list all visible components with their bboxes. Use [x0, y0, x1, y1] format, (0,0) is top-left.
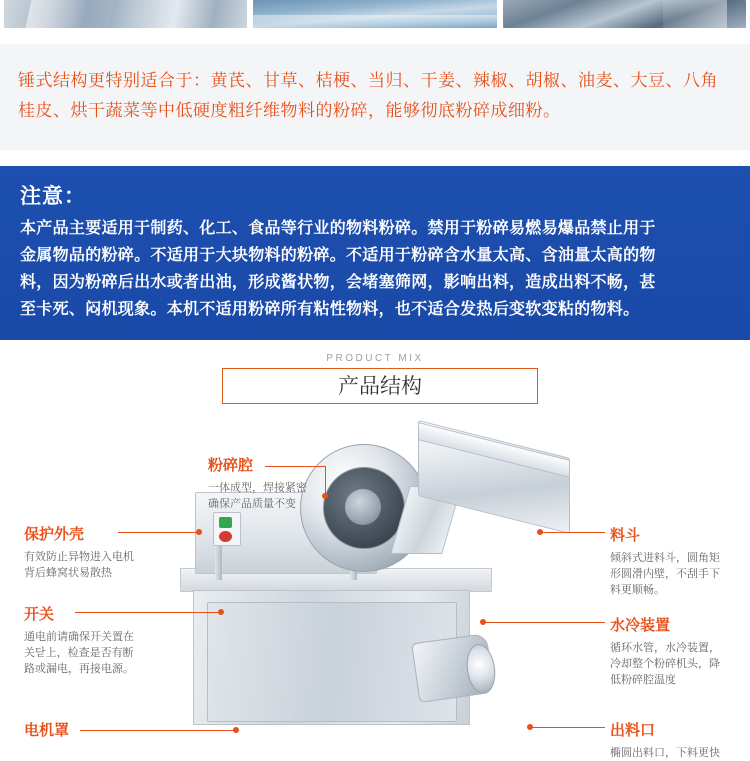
intro-band	[0, 44, 750, 150]
photo-thumbnail-1	[4, 0, 247, 28]
callout-desc-line-2: 形圆滑内壁，不刮手下	[610, 567, 720, 580]
callout-grinding-chamber	[208, 455, 307, 512]
photo-strip	[0, 0, 750, 28]
notice-title: 注意：	[20, 184, 86, 208]
callout-desc-line-2: 冷却整个粉碎机头，降	[610, 657, 720, 670]
power-on-button-icon[interactable]	[219, 517, 232, 528]
callout-title: 粉碎腔	[208, 456, 254, 474]
leader-dot-outlet	[527, 724, 533, 730]
callout-desc-line-1: 椭圆出料口，下料更快	[610, 746, 720, 759]
leader-line-motor-cover	[80, 730, 235, 731]
photo-thumbnail-3	[503, 0, 746, 28]
callout-desc-line-1: 通电前请确保开关置在	[24, 630, 134, 643]
callout-feed-hopper	[610, 525, 720, 598]
callout-desc-line-1: 循环水管，水冷装置，	[610, 641, 720, 654]
callout-title: 出料口	[610, 721, 656, 739]
notice-band	[0, 166, 750, 340]
callout-title: 开关	[24, 605, 55, 623]
machine-leg-left	[215, 540, 222, 580]
callout-title: 水冷装置	[610, 616, 671, 634]
leader-line-hopper	[540, 532, 605, 533]
intro-line-2: 桂皮、烘干蔬菜等中低硬度粗纤维物料的粉碎，能够彻底粉碎成细粉。	[18, 101, 561, 121]
leader-line-chamber-vertical	[325, 466, 326, 496]
callout-desc-line-3: 路或漏电，再接电源。	[24, 662, 134, 675]
callout-discharge-outlet	[610, 720, 720, 761]
callout-desc-line-1: 有效防止异物进入电机	[24, 550, 134, 563]
notice-line-2: 金属物品的粉碎。不适用于大块物料的粉碎。不适用于粉碎含水量太高、含油量太高的物	[20, 245, 656, 264]
callout-title: 电机罩	[24, 721, 70, 739]
leader-line-water-cooling	[483, 622, 605, 623]
callout-desc-line-1: 一体成型，焊接紧密	[208, 481, 307, 494]
power-off-button-icon[interactable]	[219, 531, 232, 542]
page-title: 产品结构	[338, 374, 422, 398]
callout-water-cooling	[610, 615, 720, 688]
leader-dot-motor-cover	[233, 727, 239, 733]
callout-motor-cover	[24, 720, 69, 740]
notice-line-3: 料，因为粉碎后出水或者出油，形成酱状物，会堵塞筛网，影响出料，造成出料不畅，甚	[20, 272, 656, 291]
callout-desc-line-3: 料更顺畅。	[610, 583, 665, 596]
callout-desc-line-2: 关닫上，检查是否有断	[24, 646, 134, 659]
leader-dot-switch	[218, 609, 224, 615]
callout-desc-line-2: 背后蜂窝状易散热	[24, 566, 112, 579]
leader-dot-housing	[196, 529, 202, 535]
callout-desc-line-3: 低粉碎腔温度	[610, 673, 676, 686]
leader-line-outlet	[530, 727, 605, 728]
callout-desc-line-1: 倾斜式进料斗，圆角矩	[610, 551, 720, 564]
notice-line-1: 本产品主要适用于制药、化工、食品等行业的物料粉碎。禁用于粉碎易燃易爆品禁止用于	[20, 218, 656, 237]
diagram-eyebrow: PRODUCT MIX	[326, 353, 424, 364]
leader-dot-hopper	[537, 529, 543, 535]
leader-dot-water-cooling	[480, 619, 486, 625]
grinding-chamber-core	[345, 489, 381, 525]
notice-line-4: 至卡死、闷机现象。本机不适用粉碎所有粘性物料，也不适合发热后变软变粘的物料。	[20, 299, 640, 318]
callout-switch	[24, 604, 134, 677]
intro-line-1: 锤式结构更特别适合于：黄芪、甘草、桔梗、当归、干姜、辣椒、胡椒、油麦、大豆、八角	[18, 71, 718, 91]
leader-dot-chamber	[322, 493, 328, 499]
callout-protective-housing	[24, 524, 134, 581]
callout-title: 料斗	[610, 526, 641, 544]
callout-desc-line-2: 确保产品质量不变	[208, 497, 296, 510]
photo-thumbnail-2	[253, 0, 496, 28]
callout-title: 保护外壳	[24, 525, 85, 543]
product-structure-diagram	[0, 340, 750, 759]
